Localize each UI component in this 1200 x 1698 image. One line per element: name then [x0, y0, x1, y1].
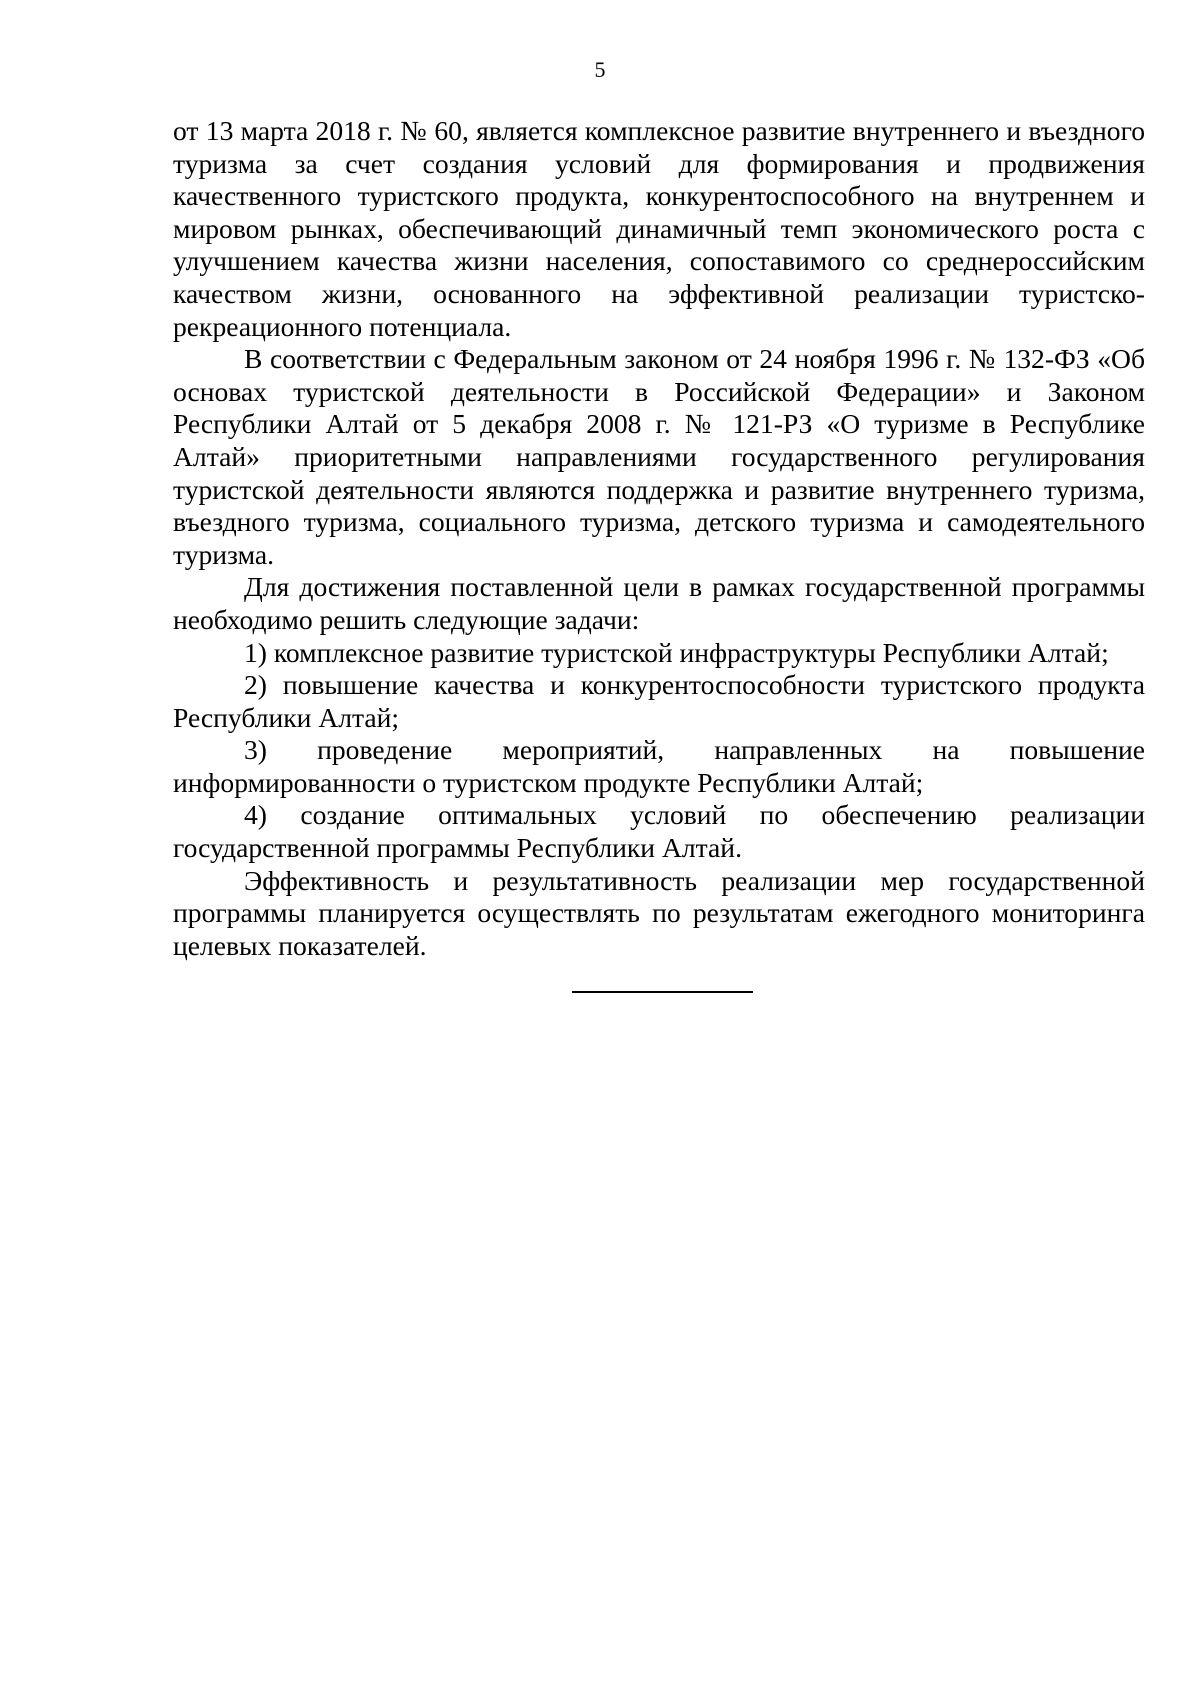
paragraph-goal-continuation: от 13 марта 2018 г. № 60, является комплексное развитие внутреннего и въездного туризма за счет создания условий для формирования и продвижения качественного туристского продукта, конкурентоспособного на внутреннем и мировом рынках, обеспечивающий динамичный темп экономического роста с улучшением качества жизни населения, сопоставимого со среднероссийским качеством жизни, основанного на эффективной реализации туристско-рекреационного потенциала.: [173, 115, 1145, 342]
list-item-task-4: 4) создание оптимальных условий по обеспечению реализации государственной программы Республики Алтай.: [173, 799, 1145, 864]
list-item-task-3: 3) проведение мероприятий, направленных на повышение информированности о туристском продукте Республики Алтай;: [173, 734, 1145, 798]
list-item-task-1: 1) комплексное развитие туристской инфраструктуры Республики Алтай;: [244, 636, 1109, 668]
end-of-section-rule: [572, 991, 753, 993]
document-body: [173, 115, 1145, 962]
paragraph-monitoring: Эффективность и результативность реализации мер государственной программы планируется осуществлять по результатам ежегодного мониторинга целевых показателей.: [173, 864, 1145, 961]
page-number: 5: [594, 57, 606, 82]
paragraph-tasks-intro: Для достижения поставленной цели в рамках государственной программы необходимо решить следующие задачи:: [173, 571, 1145, 635]
paragraph-legal-basis: В соответствии с Федеральным законом от 24 ноября 1996 г. № 132-ФЗ «Об основах туристской деятельности в Российской Федерации» и Законом Республики Алтай от 5 декабря 2008 г. № 121-РЗ «О туризме в Республике Алтай» приоритетными направлениями государственного регулирования туристской деятельности являются поддержка и развитие внутреннего туризма, въездного туризма, социального туризма, детского туризма и самодеятельного туризма.: [173, 343, 1145, 570]
list-item-task-2: 2) повышение качества и конкурентоспособности туристского продукта Республики Алтай;: [173, 669, 1145, 733]
